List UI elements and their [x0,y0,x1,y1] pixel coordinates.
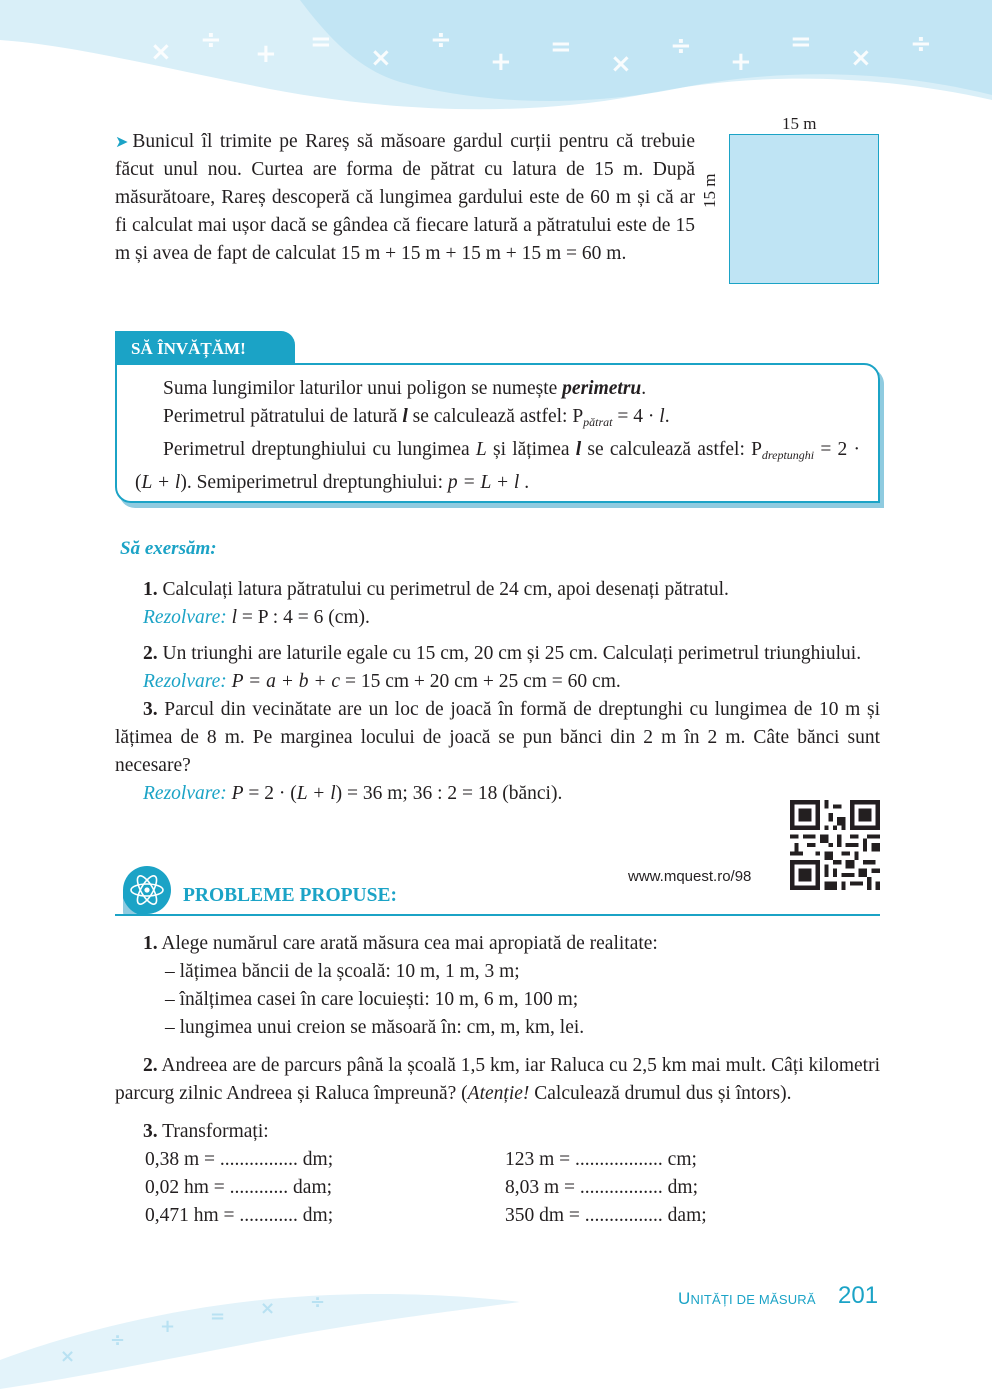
qr-url-link[interactable]: www.mquest.ro/98 [628,868,752,885]
svg-text:÷: ÷ [200,25,222,55]
arrow-bullet-icon: ➤ [115,132,129,151]
learn-box-title: SĂ ÎNVĂȚĂM! [115,331,295,365]
exercise-1-solution: Rezolvare: l = P : 4 = 6 (cm). [143,607,370,628]
learn-line-1: Suma lungimilor laturilor unui poligon se numește perimetru. [163,378,647,399]
svg-text:×: × [260,1298,276,1319]
learn-line-2: Perimetrul pătratului de latură l se calculează astfel: $P_{pătrat} = 4 \cdot l$. [163,406,670,429]
exercise-2-solution: Rezolvare: P = a + b + c = 15 cm + 20 cm + 25 cm = 60 cm. [143,671,621,692]
learn-line-3: Perimetrul dreptunghiului cu lungimea L și lățimea l se calculează astfel: $P_{dreptunghi} = 2 \cdot (L + l)$. Semiperimetrul dreptunghiului: p = L + l . [135,439,860,493]
exercise-section-title: Să exersăm: [120,538,217,559]
list-item: – înălțimea casei în care locuiești: 10 m, 6 m, 100 m; [165,989,579,1010]
conversion-row: 0,02 hm = ............ dam; 8,03 m = ................. dm; [145,1177,699,1198]
svg-text:÷: ÷ [910,29,932,59]
section-divider [115,914,880,916]
exercise-3: 3. Parcul din vecinătate are un loc de joacă în formă de dreptunghi cu lungimea de 10 m și lățimea de 8 m. Pe marginea locului de joacă se pun bănci din 2 m în 2 m. Câte bănci sunt necesare? [115,699,880,776]
exercise-list [115,576,880,808]
list-item: – lungimea unui creion se măsoară în: cm, m, km, lei. [165,1017,585,1038]
svg-text:+: + [490,47,512,77]
intro-paragraph: ➤ Bunicul îl trimite pe Rareș să măsoare gardul curții pentru că trebuie făcut unul nou. Curtea are forma de pătrat cu latura de 15 m. După măsurătoare, Rareș descoperă că lungimea gardului este de 60 m și că ar fi calculat mai ușor dacă se gândea că fiecare latură a pătratului este de 15 m și avea de fapt de calculat 15 m + 15 m + 15 m + 15 m = 60 m. [115,131,695,264]
footer-decoration [0,1270,520,1389]
learn-box [115,363,880,503]
svg-text:×: × [610,49,632,79]
problem-3: 3. Transformați: [143,1121,269,1142]
svg-text:×: × [150,37,172,67]
list-item: – lățimea băncii de la școală: 10 m, 1 m, 3 m; [165,961,520,982]
svg-text:+: + [160,1316,176,1337]
svg-text:=: = [210,1306,226,1327]
atom-icon [115,858,179,922]
header-decoration [0,0,992,130]
problems-section-title: PROBLEME PROPUSE: [183,885,397,906]
svg-text:×: × [60,1346,76,1367]
svg-text:×: × [850,43,872,73]
svg-text:÷: ÷ [670,31,692,61]
svg-text:+: + [730,47,752,77]
svg-text:=: = [550,32,572,62]
exercise-1: 1. Calculați latura pătratului cu perimetrul de 24 cm, apoi desenați pătratul. [143,579,729,600]
svg-text:÷: ÷ [310,1292,326,1313]
square-shape [729,134,879,284]
conversion-row: 0,38 m = ................ dm; 123 m = .................. cm; [145,1149,697,1170]
conversion-row: 0,471 hm = ............ dm; 350 dm = ................ dam; [145,1205,707,1226]
svg-text:=: = [310,27,332,57]
square-top-label: 15 m [782,114,817,133]
problem-list [115,930,880,1230]
square-side-label: 15 m [700,173,719,208]
square-figure [700,112,890,292]
exercise-3-solution: Rezolvare: P = 2 · (L + l) = 36 m; 36 : 2 = 18 (bănci). [143,783,563,804]
qr-code[interactable] [790,800,880,890]
page-number: 201 [838,1282,879,1309]
svg-text:+: + [255,39,277,69]
problem-1: 1. Alege numărul care arată măsura cea mai apropiată de realitate: [143,933,658,954]
svg-text:÷: ÷ [110,1330,126,1351]
svg-text:÷: ÷ [430,25,452,55]
exercise-2: 2. Un triunghi are laturile egale cu 15 cm, 20 cm și 25 cm. Calculați perimetrul triunghiului. [143,643,862,664]
svg-text:=: = [790,27,812,57]
problem-2: 2. Andreea are de parcurs până la școală 1,5 km, iar Raluca cu 2,5 km mai mult. Câți kilometri parcurg zilnic Andreea și Raluca împreună? (Atenție! Calculează drumul dus și întors). [115,1055,880,1104]
svg-text:×: × [370,43,392,73]
chapter-title: UNITĂȚI DE MĂSURĂ [678,1289,816,1308]
